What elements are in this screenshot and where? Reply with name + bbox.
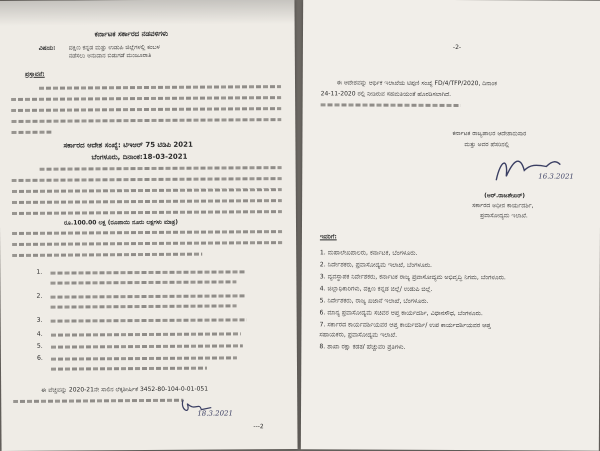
body-text-line [13, 399, 183, 403]
body-text-line [12, 230, 282, 235]
condition-item: 2. [36, 292, 43, 300]
body-text-line [12, 253, 202, 257]
recipient-item: ಸಹಾಯಕರು, ಪ್ರವಾಸೋದ್ಯಮ ಇಲಾಖೆ. [319, 331, 398, 339]
recipient-item: 7. ಸರ್ಕಾರದ ಕಾರ್ಯದರ್ಶಿಯವರ ಆಪ್ತ ಕಾರ್ಯದರ್ಶಿ/ ಉಪ ಕಾರ್ಯದರ್ಶಿಯವರ ಆಪ್ತ [319, 321, 491, 330]
intro-line-2: 24-11-2020 ರಲ್ಲಿ ನೀಡಿರುವ ಸಹಮತಿಯಂತೆ ಹೊರಡಿಸಲಾಗಿದೆ. [320, 90, 452, 98]
body-text-line [40, 166, 282, 171]
condition-text [51, 332, 241, 336]
order-place-date: ಬೆಂಗಳೂರು, ದಿನಾಂಕ:18-03-2021 [91, 152, 188, 162]
condition-text [51, 344, 243, 348]
condition-text [51, 304, 237, 308]
body-text-line [11, 131, 51, 134]
by-order-line-1: ಕರ್ನಾಟಕ ರಾಜ್ಯಪಾಲರ ಆದೇಶಾನುಸಾರ [452, 130, 527, 138]
left-signature-date: 18.3.2021 [197, 409, 233, 418]
condition-item: 1. [36, 268, 43, 276]
by-order-line-2: ಮತ್ತು ಅವರ ಹೆಸರಿನಲ್ಲಿ [464, 141, 510, 149]
amount-text: ರೂ.100.00 ಲಕ್ಷ (ರೂಪಾಯಿ ನೂರು ಲಕ್ಷಗಳು ಮಾತ್ರ) [63, 218, 178, 227]
intro-line-1: ಈ ಆದೇಶವನ್ನು ಆರ್ಥಿಕ ಇಲಾಖೆಯ ಟಿಪ್ಪಣಿ ಸಂಖ್ಯೆ FD/4/TFP/2020, ದಿನಾಂಕ [336, 79, 498, 88]
condition-text [50, 280, 236, 284]
recipient-item: 4. ಜಿಲ್ಲಾಧಿಕಾರಿಗಳು, ದಕ್ಷಿಣ ಕನ್ನಡ ಜಿಲ್ಲೆ/ ಉಡುಪಿ ಜಿಲ್ಲೆ. [319, 285, 433, 293]
preamble-label: ಪ್ರಸ್ತಾವನೆ: [24, 70, 45, 78]
recipient-item: 1. ಮಹಾಲೇಖಪಾಲರು, ಕರ್ನಾಟಕ, ಬೆಂಗಳೂರು. [319, 249, 418, 257]
order-title: ಸರ್ಕಾರದ ಆದೇಶ ಸಂಖ್ಯೆ: ಟಿಇಆರ್ 75 ಟಿಡಿಪಿ 2021 [63, 140, 193, 150]
condition-text [51, 367, 207, 371]
signer-name: (ಆರ್.ರಾಜಶೇಖರ್) [484, 192, 526, 200]
condition-text [50, 270, 246, 274]
recipient-item: 6. ಮಾನ್ಯ ಪ್ರವಾಸೋದ್ಯಮ ಸಚಿವರ ಆಪ್ತ ಕಾರ್ಯದರ್ಶಿ, ವಿಧಾನಸೌಧ, ಬೆಂಗಳೂರು. [319, 309, 483, 318]
body-text-line [12, 241, 282, 246]
recipient-item: 3. ವ್ಯವಸ್ಥಾಪಕ ನಿರ್ದೇಶಕರು, ಕರ್ನಾಟಕ ರಾಜ್ಯ ಪ್ರವಾಸೋದ್ಯಮ ಅಭಿವೃದ್ಧಿ ನಿಗಮ, ಬೆಂಗಳೂರು. [319, 273, 506, 282]
condition-text [50, 294, 246, 298]
right-signature-date: 16.3.2021 [538, 172, 574, 181]
recipient-item: 5. ನಿರ್ದೇಶಕರು, ರಾಜ್ಯ ಖಜಾನೆ ಇಲಾಖೆ, ಬೆಂಗಳೂರು. [319, 297, 429, 305]
condition-text [51, 318, 247, 322]
signer-title-1: ಸರ್ಕಾರದ ಅಧೀನ ಕಾರ್ಯದರ್ಶಿ, [472, 202, 534, 210]
left-document-page [0, 0, 298, 451]
footer-text: ಈ ವೆಚ್ಚವನ್ನು 2020-21ನೇ ಸಾಲಿನ ಲೆಕ್ಕಶೀರ್ಷಿಕೆ 3452-80-104-0-01-051 [41, 385, 209, 394]
to-label: ಇವರಿಗೆ: [319, 233, 337, 241]
recipient-item: 8. ಶಾಖಾ ರಕ್ಷಾ ಕಡತ/ ಹೆಚ್ಚುವರಿ ಪ್ರತಿಗಳು. [319, 343, 406, 351]
body-text-line [11, 96, 281, 101]
condition-text [51, 356, 237, 360]
subject-text-line-2: ನಡೆಸಲು ಅನುದಾನ ಬಿಡುಗಡೆ ಮಂಜೂರಾತಿ [68, 51, 152, 60]
body-text-line [39, 85, 281, 90]
recipient-item: 2. ನಿರ್ದೇಶಕರು, ಪ್ರವಾಸೋದ್ಯಮ ಇಲಾಖೆ, ಬೆಂಗಳೂರು. [319, 261, 433, 269]
page-shadow [0, 0, 295, 26]
condition-item: 5. [36, 342, 43, 350]
body-text-line [12, 188, 282, 193]
condition-item: 6. [36, 354, 43, 362]
subject-text-line-1: ದಕ್ಷಿಣ ಕನ್ನಡ ಮತ್ತು ಉಡುಪಿ ಜಿಲ್ಲೆಗಳಲ್ಲಿ ಕಂಬಳ [68, 43, 160, 52]
body-text-line [11, 118, 281, 123]
body-text-line [12, 177, 282, 182]
right-document-page [301, 0, 600, 451]
condition-item: 3. [36, 316, 43, 324]
signer-title-2: ಪ್ರವಾಸೋದ್ಯಮ ಇಲಾಖೆ. [480, 212, 528, 220]
page-marker: ---2 [253, 423, 264, 431]
body-text-line [11, 107, 281, 112]
condition-item: 4. [36, 330, 43, 338]
subject-label: ವಿಷಯ: [38, 44, 56, 52]
page-number: -2- [452, 44, 462, 52]
government-header: ಕರ್ನಾಟಕ ಸರ್ಕಾರದ ನಡವಳಿಗಳು [94, 29, 169, 39]
body-text-line [321, 103, 461, 107]
body-text-line [12, 210, 282, 215]
signature-mark [490, 150, 570, 190]
body-text-line [12, 199, 282, 204]
